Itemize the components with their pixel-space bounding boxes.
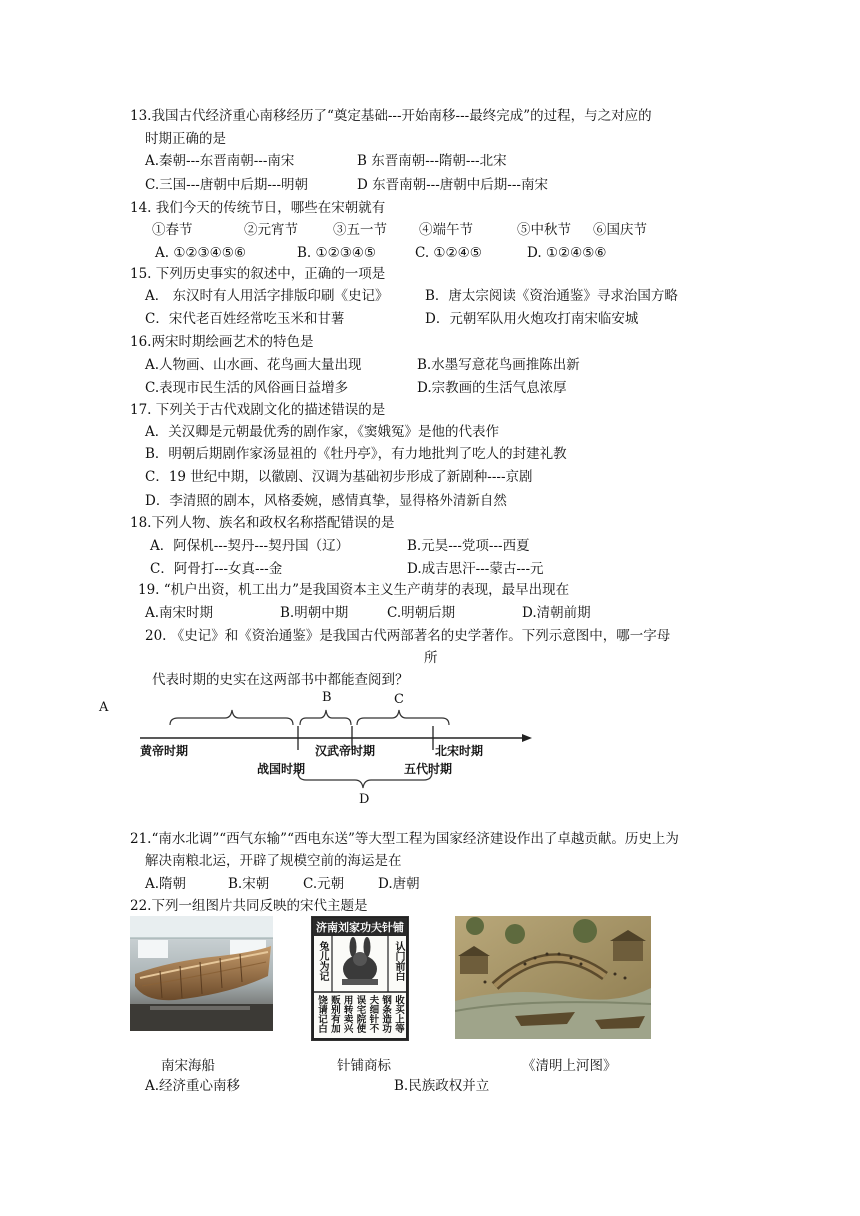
q22-option-a: A.经济重心南移 (145, 1078, 241, 1094)
q14-item-2: ②元宵节 (244, 222, 298, 238)
q20-label-wudai: 五代时期 (404, 762, 453, 776)
q21-option-b: B.宋朝 (228, 876, 270, 892)
q16-option-a: A.人物画、山水画、花鸟画大量出现 (145, 357, 362, 373)
q15-option-b: B．唐太宗阅读《资治通鉴》寻求治国方略 (425, 288, 678, 304)
q21-option-d: D.唐朝 (378, 876, 420, 892)
caption-qingming: 《清明上河图》 (522, 1058, 617, 1074)
q13-option-c: C.三国---唐朝中后期---明朝 (145, 177, 309, 193)
caption-trademark: 针铺商标 (337, 1058, 391, 1074)
q19-option-a: A.南宋时期 (145, 605, 214, 621)
q18-option-a: A．阿保机---契丹---契丹国（辽） (150, 538, 350, 554)
caption-ship: 南宋海船 (161, 1058, 215, 1074)
q15-option-a: A． 东汉时有人用活字排版印刷《史记》 (145, 288, 389, 304)
q20-stem-line1: 20. 《史记》和《资治通鉴》是我国古代两部著名的史学著作。下列示意图中，哪一字母 (145, 628, 671, 644)
q16-option-d: D.宗教画的生活气息浓厚 (417, 380, 567, 396)
q20-letter-d: D (359, 792, 370, 807)
q21-option-c: C.元朝 (303, 876, 345, 892)
q14-stem: 14. 我们今天的传统节日，哪些在宋朝就有 (130, 200, 386, 216)
q15-option-c: C．宋代老百姓经常吃玉米和甘薯 (145, 311, 345, 327)
q21-stem-line1: 21.“南水北调”“西气东输”“西电东送”等大型工程为国家经济建设作出了卓越贡献。历史上为 (130, 831, 679, 847)
q20-label-beisong: 北宋时期 (435, 744, 484, 758)
q14-option-c: C. ①②④⑤ (415, 245, 482, 261)
q17-stem: 17. 下列关于古代戏剧文化的描述错误的是 (130, 402, 386, 418)
q16-option-c: C.表现市民生活的风俗画日益增多 (145, 380, 349, 396)
trademark-right-column: 认门前白 (393, 941, 404, 981)
q20-stem-tail: 所 (424, 650, 438, 666)
q14-item-4: ④端午节 (419, 222, 473, 238)
timeline-arrow-icon (522, 734, 532, 742)
q14-item-6: ⑥国庆节 (593, 222, 647, 238)
brace-c (357, 710, 449, 725)
q20-letter-a: A (99, 700, 109, 715)
q13-option-a: A.秦朝---东晋南朝---南宋 (145, 153, 295, 169)
q20-letter-b: B (322, 690, 332, 705)
q20-letter-c: C (394, 692, 404, 707)
q18-option-b: B.元昊---党项---西夏 (407, 538, 530, 554)
trademark-bottom-col-3: 夫细针不 (367, 995, 379, 1033)
trademark-title: 济南刘家功夫针铺 (316, 921, 404, 934)
q17-option-b: B．明朝后期剧作家汤显祖的《牡丹亭》，有力地批判了吃人的封建礼教 (145, 446, 567, 462)
trademark-bottom-col-5: 用转卖兴 (341, 995, 353, 1033)
q14-item-1: ①春节 (152, 222, 193, 238)
q13-option-b: B 东晋南朝---隋朝---北宋 (357, 153, 507, 169)
q19-option-d: D.清朝前期 (522, 605, 591, 621)
q13-stem-line1: 13.我国古代经济重心南移经历了“奠定基础---开始南移---最终完成”的过程，与之对应的 (130, 108, 652, 124)
q17-option-d: D．李清照的剧本，风格委婉，感情真挚，显得格外清新自然 (145, 493, 507, 509)
q20-stem-line2: 代表时期的史实在这两部书中都能查阅到？ (152, 672, 409, 688)
needle-shop-trademark (311, 916, 409, 1041)
q14-item-3: ③五一节 (333, 222, 387, 238)
trademark-bottom-col-2: 钢条造功 (380, 995, 392, 1033)
trademark-bottom-text (316, 995, 404, 1037)
q19-stem: 19. “机户出资，机工出力”是我国资本主义生产萌芽的表现，最早出现在 (138, 582, 570, 598)
trademark-bottom-col-6: 贩别有加 (328, 995, 340, 1033)
q17-option-c: C．19 世纪中期，以徽剧、汉调为基础初步形成了新剧种----京剧 (145, 469, 533, 485)
q14-option-b: B. ①②③④⑤ (297, 245, 377, 261)
q14-option-d: D. ①②④⑤⑥ (527, 245, 607, 261)
q18-option-c: C．阿骨打---女真---金 (150, 561, 283, 577)
q20-label-hanwudi: 汉武帝时期 (315, 744, 376, 758)
q14-option-a: A. ①②③④⑤⑥ (155, 245, 246, 261)
trademark-bottom-col-7: 饶请记白 (316, 995, 327, 1033)
q13-option-d: D 东晋南朝---唐朝中后期---南宋 (357, 177, 548, 193)
q19-option-c: C.明朝后期 (387, 605, 456, 621)
q22-stem: 22.下列一组图片共同反映的宋代主题是 (130, 898, 368, 914)
q21-stem-line2: 解决南粮北运，开辟了规模空前的海运是在 (145, 853, 402, 869)
q20-label-zhanguo: 战国时期 (257, 762, 306, 776)
q18-stem: 18.下列人物、族名和政权名称搭配错误的是 (130, 515, 395, 531)
q14-item-5: ⑤中秋节 (517, 222, 571, 238)
qingming-painting (455, 916, 651, 1039)
q16-option-b: B.水墨写意花鸟画推陈出新 (417, 357, 580, 373)
q16-stem: 16.两宋时期绘画艺术的特色是 (130, 334, 314, 350)
q15-option-d: D．元朝军队用火炮攻打南宋临安城 (425, 311, 639, 327)
trademark-bottom-col-4: 误宅院使 (354, 995, 366, 1033)
q17-option-a: A．关汉卿是元朝最优秀的剧作家，《窦娥冤》是他的代表作 (145, 424, 499, 440)
q19-option-b: B.明朝中期 (280, 605, 349, 621)
q13-stem-line2: 时期正确的是 (145, 131, 226, 147)
q22-option-b: B.民族政权并立 (394, 1078, 490, 1094)
trademark-left-column: 兔儿为记 (317, 941, 328, 981)
q15-stem: 15. 下列历史事实的叙述中，正确的一项是 (130, 266, 386, 282)
song-ship-photo (130, 916, 273, 1031)
q21-option-a: A.隋朝 (145, 876, 187, 892)
q20-label-huangdi: 黄帝时期 (140, 744, 189, 758)
q18-option-d: D.成吉思汗---蒙古---元 (407, 561, 544, 577)
brace-b (300, 710, 351, 725)
trademark-bottom-col-1: 收买上等 (392, 995, 404, 1033)
brace-a (170, 710, 293, 725)
